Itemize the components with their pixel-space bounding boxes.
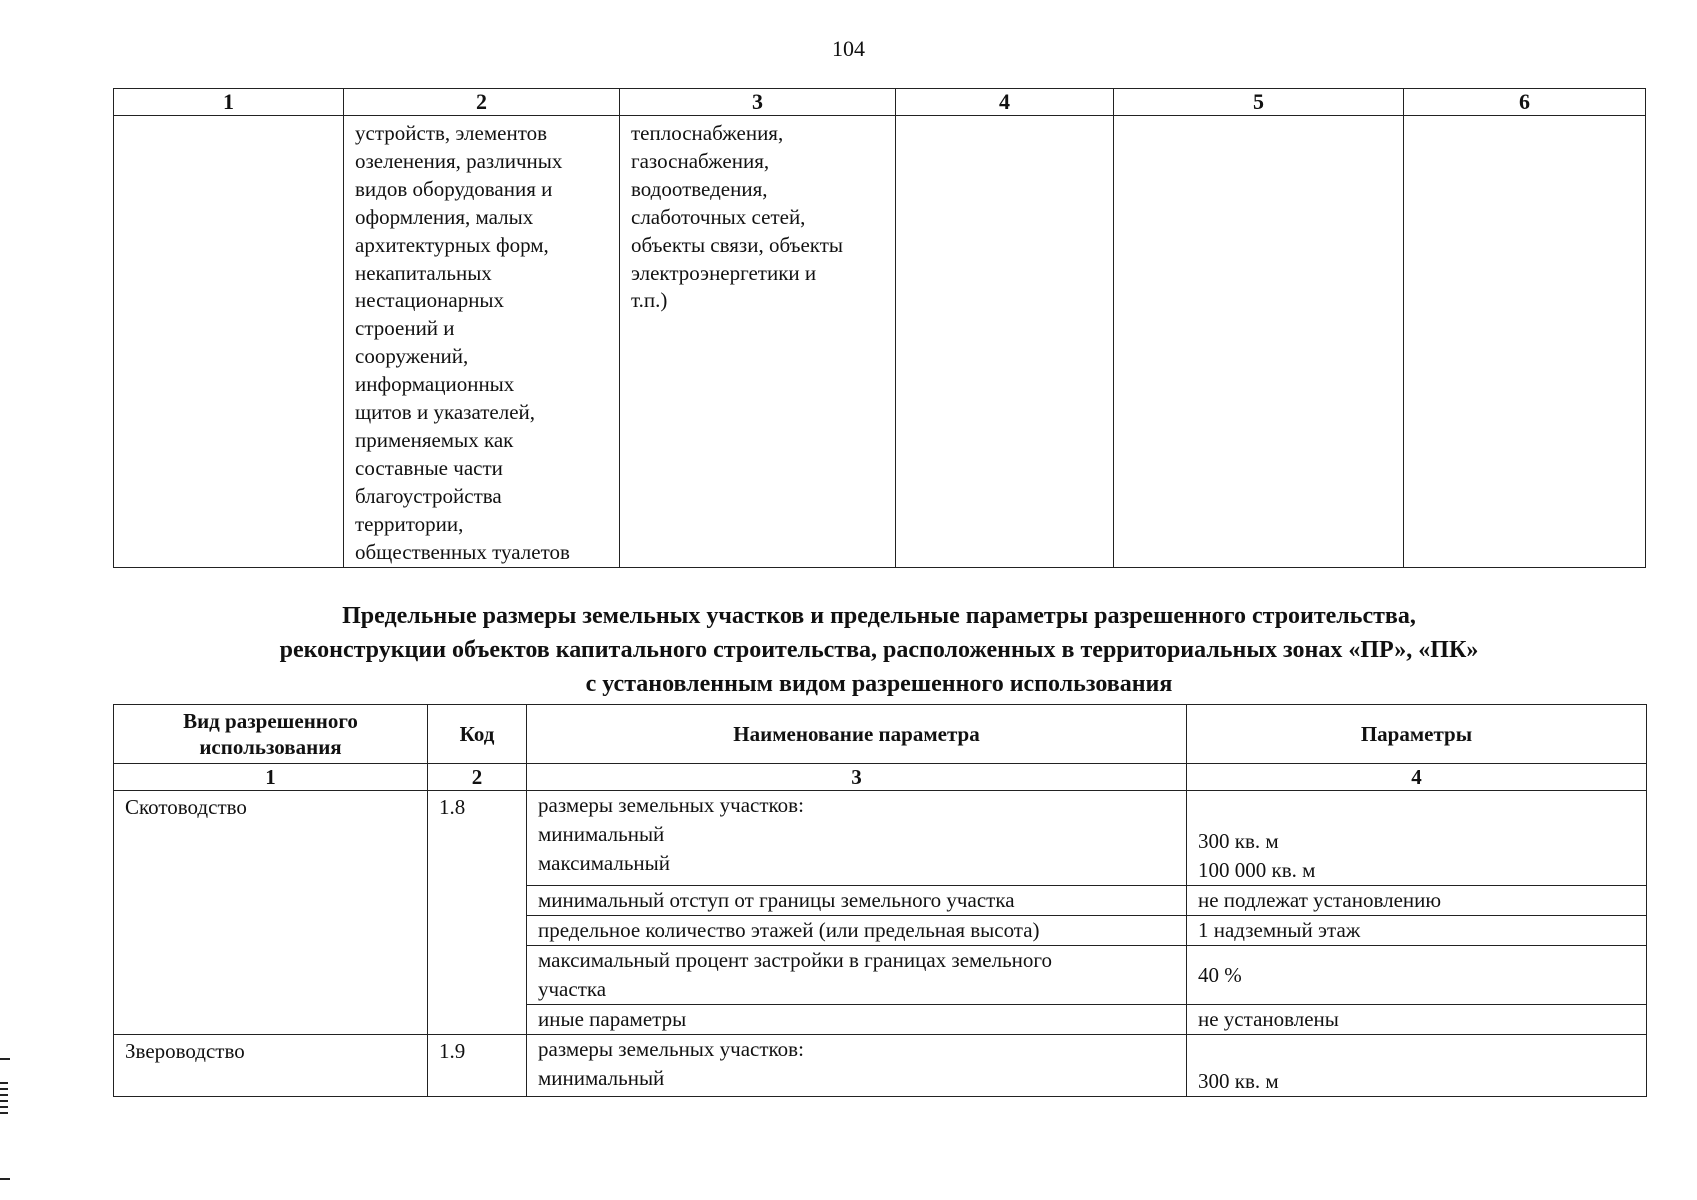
continuation-table: [113, 88, 1646, 568]
text-line: т.п.): [631, 288, 668, 313]
text-line: участка: [538, 977, 607, 1001]
text-line: применяемых как: [355, 427, 514, 452]
scan-mark: [0, 1178, 10, 1180]
text-line: иные параметры: [538, 1007, 687, 1031]
text-line: минимальный отступ от границы земельного участка: [538, 888, 1015, 912]
parameters-header-row: [114, 705, 1647, 764]
column-header: 1: [114, 89, 344, 116]
table-row: [114, 791, 1647, 886]
continuation-header-row: [114, 89, 1646, 116]
text-line: сооружений,: [355, 344, 469, 369]
text-line: оформления, малых: [355, 204, 534, 229]
column-number-row: [114, 764, 1647, 791]
heading-line: с установленным видом разрешенного использования: [585, 671, 1173, 697]
text-line: щитов и указателей,: [355, 400, 536, 425]
text-line: водоотведения,: [631, 176, 768, 201]
scan-mark: [0, 1094, 8, 1096]
text-line: строений и: [355, 316, 455, 341]
text-line: максимальный процент застройки в границах земельного: [538, 948, 1053, 972]
code-cell: 1.9: [428, 1035, 527, 1097]
text-line: теплоснабжения,: [631, 121, 784, 145]
header-code: Код: [428, 705, 527, 764]
param-value-cell: [1187, 946, 1647, 1005]
text-line: объекты связи, объекты: [631, 232, 844, 257]
heading-line: реконструкции объектов капитального строительства, расположенных в территориальных зонах «ПР», «ПК»: [279, 637, 1479, 663]
param-value-cell: [1187, 791, 1647, 886]
column-header: 6: [1404, 89, 1646, 116]
text-line: архитектурных форм,: [355, 232, 549, 257]
param-name-cell: [527, 946, 1187, 1005]
parameters-table: [113, 704, 1647, 1097]
scan-mark: [0, 1082, 8, 1084]
text-line: размеры земельных участков:: [538, 1037, 804, 1061]
param-value-cell: [1187, 1035, 1647, 1097]
text-line: 1 надземный этаж: [1198, 918, 1361, 942]
column-number: 4: [1187, 764, 1647, 791]
text-line: информационных: [355, 372, 515, 397]
column-header: 2: [344, 89, 620, 116]
text-line: не подлежат установлению: [1198, 888, 1442, 912]
text-line: общественных туалетов: [355, 539, 570, 564]
use-type-cell: Звероводство: [114, 1035, 428, 1097]
scan-mark: [0, 1112, 8, 1114]
text-line: минимальный: [538, 1066, 665, 1090]
param-name-cell: [527, 916, 1187, 946]
column-number: 2: [428, 764, 527, 791]
header-params: Параметры: [1187, 705, 1647, 764]
page-number: 104: [832, 36, 865, 61]
scan-mark: [0, 1100, 8, 1102]
param-name-cell: [527, 791, 1187, 886]
column-header: 5: [1114, 89, 1404, 116]
code-cell: 1.8: [428, 791, 527, 1035]
scan-mark: [0, 1058, 10, 1060]
text-line: слаботочных сетей,: [631, 204, 806, 229]
text-line: устройств, элементов: [355, 121, 548, 145]
text-line: предельное количество этажей (или предельная высота): [538, 918, 1040, 942]
cell-col3: [620, 116, 896, 568]
text-line: 300 кв. м: [1198, 1069, 1279, 1093]
text-line: нестационарных: [355, 288, 505, 313]
column-header: 4: [896, 89, 1114, 116]
param-name-cell: [527, 886, 1187, 916]
text-line: 300 кв. м: [1198, 829, 1279, 853]
use-type-cell: Скотоводство: [114, 791, 428, 1035]
heading-line: Предельные размеры земельных участков и предельные параметры разрешенного строительства,: [342, 603, 1416, 629]
scan-mark: [0, 1106, 8, 1108]
text-line: видов оборудования и: [355, 176, 553, 201]
column-number: 3: [527, 764, 1187, 791]
text-line: некапитальных: [355, 260, 492, 285]
table-row: [114, 1035, 1647, 1097]
text-line: не установлены: [1198, 1007, 1339, 1031]
column-number: 1: [114, 764, 428, 791]
text-line: минимальный: [538, 822, 665, 846]
header-param-name: Наименование параметра: [527, 705, 1187, 764]
text-line: размеры земельных участков:: [538, 793, 804, 817]
section-heading: [113, 599, 1645, 701]
param-name-cell: [527, 1005, 1187, 1035]
header-use: Вид разрешенного использования: [114, 705, 428, 764]
text-line: максимальный: [538, 851, 670, 875]
text-line: газоснабжения,: [631, 148, 770, 173]
text-line: 100 000 кв. м: [1198, 858, 1316, 882]
text-line: составные части: [355, 455, 503, 480]
table-row: [114, 116, 1646, 568]
param-value-cell: [1187, 916, 1647, 946]
param-value-cell: [1187, 886, 1647, 916]
text-line: 40 %: [1198, 962, 1242, 987]
cell-col2: [344, 116, 620, 568]
cell-col4: [896, 116, 1114, 568]
text-line: электроэнергетики и: [631, 260, 817, 285]
cell-col6: [1404, 116, 1646, 568]
text-line: благоустройства: [355, 483, 502, 508]
text-line: территории,: [355, 511, 464, 536]
param-name-cell: [527, 1035, 1187, 1097]
cell-col5: [1114, 116, 1404, 568]
cell-col1: [114, 116, 344, 568]
column-header: 3: [620, 89, 896, 116]
param-value-cell: [1187, 1005, 1647, 1035]
scan-mark: [0, 1088, 8, 1090]
text-line: озеленения, различных: [355, 148, 563, 173]
